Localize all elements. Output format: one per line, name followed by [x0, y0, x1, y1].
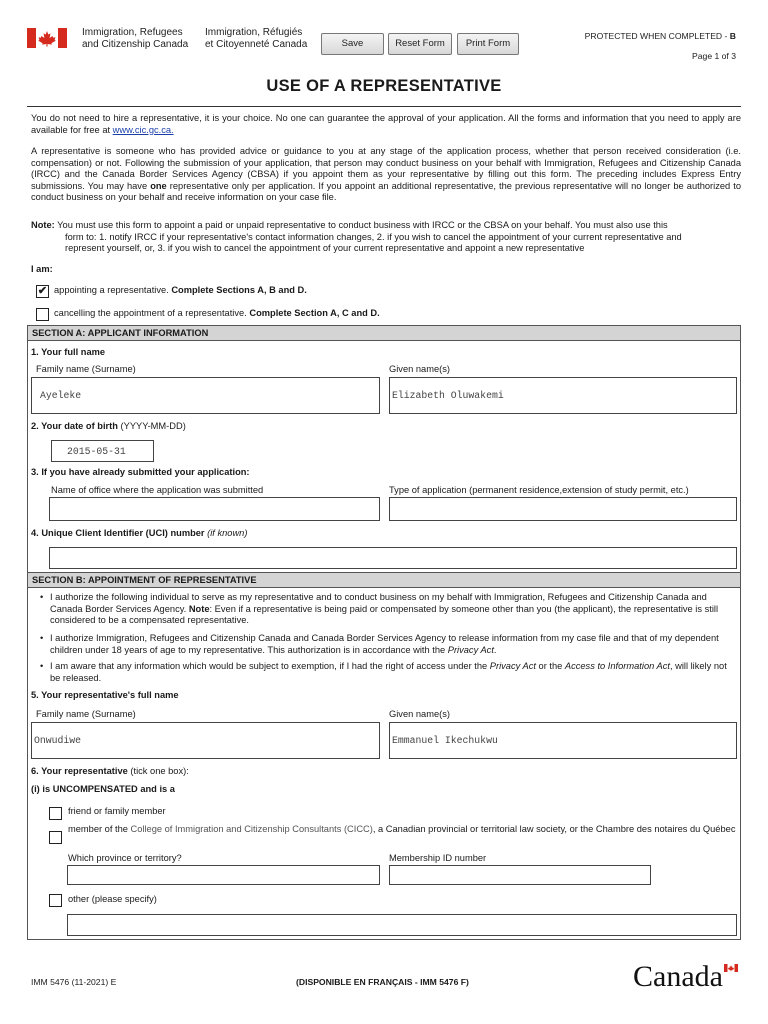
- application-type-field[interactable]: [389, 497, 737, 521]
- cic-website-link[interactable]: www.cic.gc.ca.: [112, 124, 174, 135]
- q5-label: 5. Your representative's full name: [31, 690, 179, 700]
- application-type-label: Type of application (permanent residence,extension of study permit, etc.): [389, 485, 689, 495]
- family-name-field[interactable]: Ayeleke: [31, 377, 380, 414]
- cicc-member-label: member of the College of Immigration and Citizenship Consultants (CICC), a Canadian provincial or territorial law society, or the Chambre des notaires du Québec: [68, 824, 736, 834]
- q3-label: 3. If you have already submitted your application:: [31, 467, 250, 477]
- intro-paragraph-1: You do not need to hire a representative, it is your choice. No one can guarantee the approval of your application. All the forms and information that you need to apply are available for free at www.cic.gc.ca.: [31, 113, 741, 135]
- note-paragraph: Note: You must use this form to appoint a paid or unpaid representative to conduct business with IRCC or the CBSA on your behalf. You must also use this form to: 1. notify IRCC if your representative's contact information changes, 2. if you wish to cancel the appointment of your current representative and represent yourself, or, 3. if you wish to cancel the appointment of your current representative and appoint a new representative: [31, 220, 682, 254]
- intro-paragraph-2: A representative is someone who has provided advice or guidance to you at any stage of the application process, whether that person received consideration (i.e. compensation) or not. Following the submission of your application, that person may conduct business on your behalf with Immigration, Refugees and Citizenship Canada (IRCC) and the Canada Border Services Agency (CBSA) if you appoint them as your representative by filling out this form. The preceding includes Express Entry submissions. You may have one representative only per application. If you appoint an additional representative, the previous representative will no longer be authorized to conduct business on your behalf and receive information on your case file.: [31, 146, 741, 203]
- cicc-member-checkbox[interactable]: [49, 831, 62, 844]
- authorization-bullet-2: • I authorize Immigration, Refugees and Citizenship Canada and Canada Border Services Agency to release information from my case file and that of my dependent children under 18 years of age to my representative. This authorization is in accordance with the Privacy Act.: [50, 633, 736, 656]
- protected-status: PROTECTED WHEN COMPLETED - B: [584, 31, 736, 41]
- given-name-field[interactable]: Elizabeth Oluwakemi: [389, 377, 737, 414]
- department-name-fr: Immigration, Réfugiés et Citoyenneté Canada: [205, 27, 308, 50]
- office-label: Name of office where the application was submitted: [51, 485, 264, 495]
- save-button[interactable]: Save: [321, 33, 384, 55]
- friend-family-checkbox[interactable]: [49, 807, 62, 820]
- given-name-label: Given name(s): [389, 364, 450, 374]
- friend-family-label: friend or family member: [68, 806, 166, 816]
- department-name-en: Immigration, Refugees and Citizenship Canada: [82, 27, 189, 50]
- page-number: Page 1 of 3: [692, 51, 736, 61]
- province-label: Which province or territory?: [68, 853, 182, 863]
- q6i-label: (i) is UNCOMPENSATED and is a: [31, 784, 175, 794]
- i-am-label: I am:: [31, 264, 53, 274]
- wordmark-flag-icon: [724, 964, 738, 972]
- authorization-bullet-3: • I am aware that any information which would be subject to exemption, if I had the right of access under the Privacy Act or the Access to Information Act, will likely not be released.: [50, 661, 736, 684]
- q4-label: 4. Unique Client Identifier (UCI) number (if known): [31, 528, 248, 538]
- title-divider: [27, 106, 741, 107]
- family-name-label: Family name (Surname): [36, 364, 136, 374]
- province-field[interactable]: [67, 865, 380, 885]
- membership-id-field[interactable]: [389, 865, 651, 885]
- office-field[interactable]: [49, 497, 380, 521]
- reset-form-button[interactable]: Reset Form: [388, 33, 452, 55]
- form-identifier: IMM 5476 (11-2021) E: [31, 977, 117, 987]
- rep-family-name-label: Family name (Surname): [36, 709, 136, 719]
- appointing-label: appointing a representative. Complete Sections A, B and D.: [54, 285, 307, 295]
- canada-flag-icon: [27, 28, 67, 48]
- print-form-button[interactable]: Print Form: [457, 33, 519, 55]
- uci-field[interactable]: [49, 547, 737, 569]
- appointing-checkbox[interactable]: ✔: [37, 285, 48, 297]
- other-checkbox[interactable]: [49, 894, 62, 907]
- date-of-birth-field[interactable]: 2015-05-31: [51, 440, 154, 462]
- rep-given-name-field[interactable]: Emmanuel Ikechukwu: [389, 722, 737, 759]
- membership-id-label: Membership ID number: [389, 853, 487, 863]
- authorization-bullet-1: • I authorize the following individual to serve as my representative and to conduct business on my behalf with Immigration, Refugees and Citizenship Canada and Canada Border Services Agency. Note: Even if a representative is being paid or compensated by someone other than you (the applicant), the representative is still considered to be a compensated representative.: [50, 592, 736, 627]
- other-label: other (please specify): [68, 894, 157, 904]
- section-b-header: SECTION B: APPOINTMENT OF REPRESENTATIVE: [27, 572, 741, 588]
- form-title: USE OF A REPRESENTATIVE: [266, 77, 502, 95]
- rep-given-name-label: Given name(s): [389, 709, 450, 719]
- section-a-header: SECTION A: APPLICANT INFORMATION: [27, 325, 741, 341]
- q1-label: 1. Your full name: [31, 347, 106, 357]
- cancelling-label: cancelling the appointment of a representative. Complete Section A, C and D.: [54, 308, 380, 318]
- canada-wordmark: Canada: [633, 960, 723, 993]
- q2-label: 2. Your date of birth (YYYY-MM-DD): [31, 421, 186, 431]
- cancelling-checkbox[interactable]: [36, 308, 49, 321]
- french-version-note: (DISPONIBLE EN FRANÇAIS - IMM 5476 F): [296, 977, 469, 987]
- q6-label: 6. Your representative (tick one box):: [31, 766, 189, 776]
- other-specify-field[interactable]: [67, 914, 737, 936]
- rep-family-name-field[interactable]: Onwudiwe: [31, 722, 380, 759]
